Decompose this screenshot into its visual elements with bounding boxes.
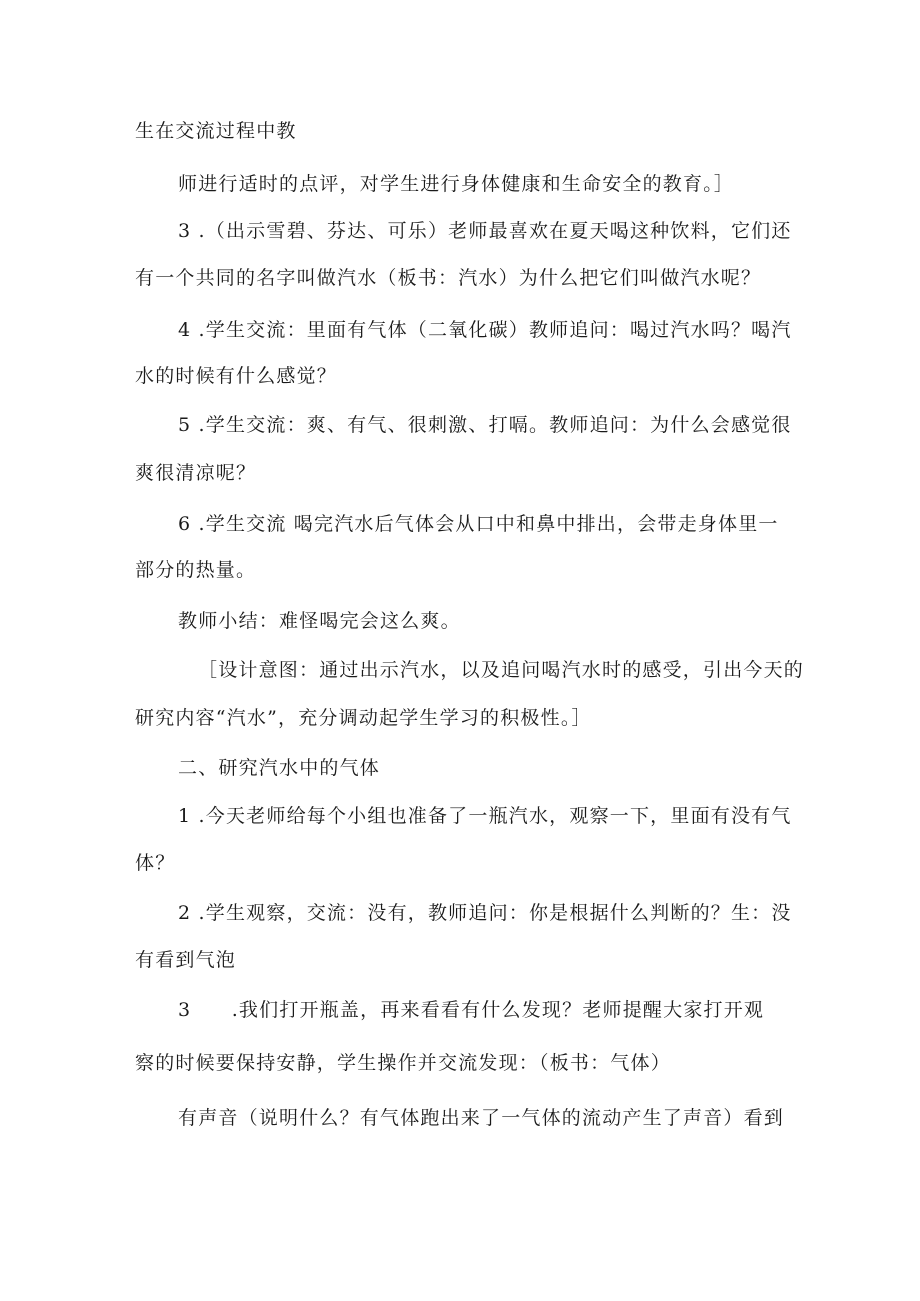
text-line-13: 研究内容“汽水”，充分调动起学生学习的积极性。］ <box>135 707 592 729</box>
text-line-5: 4 .学生交流：里面有气体（二氧化碳）教师追问：喝过汽水吗？喝汽 <box>178 319 792 341</box>
text-line-1: 生在交流过程中教 <box>135 120 297 142</box>
text-line-10: 部分的热量。 <box>135 559 257 581</box>
text-line-20: 察的时候要保持安静，学生操作并交流发现：（板书：气体） <box>135 1052 671 1074</box>
text-line-4: 有一个共同的名字叫做汽水（板书：汽水）为什么把它们叫做汽水呢？ <box>135 267 762 289</box>
text-line-7: 5 .学生交流：爽、有气、很刺激、打嗝。教师追问：为什么会感觉很 <box>178 414 792 436</box>
text-line-2: 师进行适时的点评，对学生进行身体健康和生命安全的教育。］ <box>178 173 735 195</box>
text-line-6: 水的时候有什么感觉？ <box>135 365 338 387</box>
text-line-15: 1 .今天老师给每个小组也准备了一瓶汽水，观察一下，里面有没有气 <box>178 805 792 827</box>
text-line-11: 教师小结：难怪喝完会这么爽。 <box>178 610 461 632</box>
text-line-17: 2 .学生观察，交流：没有，教师追问：你是根据什么判断的？生：没 <box>178 902 792 924</box>
text-line-9: 6 .学生交流 喝完汽水后气体会从口中和鼻中排出，会带走身体里一 <box>178 513 779 535</box>
text-line-3: 3 .（出示雪碧、芬达、可乐）老师最喜欢在夏天喝这种饮料，它们还 <box>178 220 792 242</box>
text-line-12: ［设计意图：通过出示汽水，以及追问喝汽水时的感受，引出今天的 <box>198 659 805 681</box>
text-line-19: 3 .我们打开瓶盖，再来看看有什么发现？老师提醒大家打开观 <box>178 999 765 1021</box>
text-line-8: 爽很清凉呢？ <box>135 462 257 484</box>
text-line-18: 有看到气泡 <box>135 949 237 971</box>
section-heading: 二、研究汽水中的气体 <box>178 757 381 779</box>
text-line-16: 体？ <box>135 852 176 874</box>
text-line-21: 有声音（说明什么？有气体跑出来了一气体的流动产生了声音）看到 <box>178 1107 785 1129</box>
